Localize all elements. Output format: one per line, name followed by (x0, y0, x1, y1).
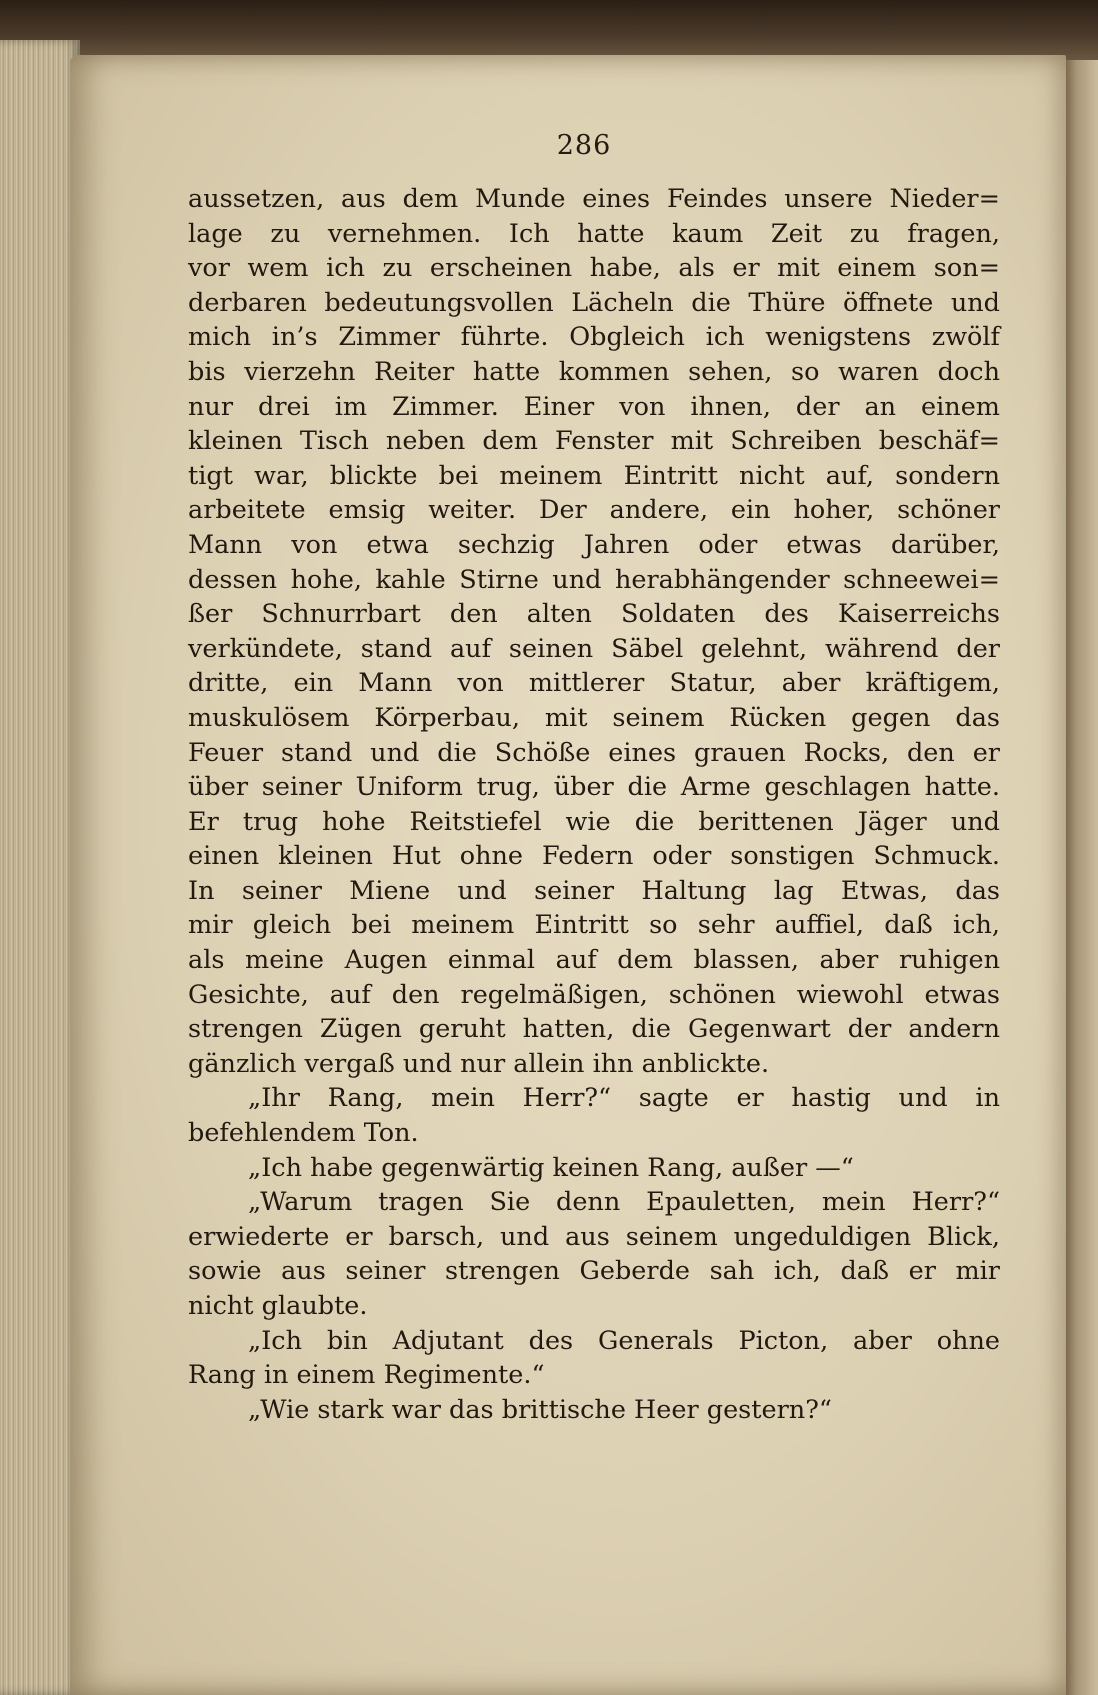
text-line: dessen hohe, kahle Stirne und herabhängender schneewei= (188, 564, 1000, 595)
right-page-edge (1062, 60, 1098, 1695)
text-line: Feuer stand und die Schöße eines grauen Rocks, den er (188, 737, 1000, 768)
text-line: über seiner Uniform trug, über die Arme geschlagen hatte. (188, 772, 1000, 803)
text-line: ßer Schnurrbart den alten Soldaten des Kaiserreichs (188, 599, 1000, 630)
text-line: sowie aus seiner strengen Geberde sah ich, daß er mir (188, 1256, 1000, 1287)
text-line: Gesichte, auf den regelmäßigen, schönen wiewohl etwas (188, 979, 1000, 1010)
book-top-edge (0, 0, 1098, 60)
page-number: 286 (556, 130, 612, 161)
text-line: Rang in einem Regimente.“ (188, 1360, 545, 1391)
text-line: mir gleich bei meinem Eintritt so sehr auffiel, daß ich, (188, 910, 1000, 941)
text-line: „Ich habe gegenwärtig keinen Rang, außer —“ (248, 1152, 854, 1183)
text-line: als meine Augen einmal auf dem blassen, aber ruhigen (188, 945, 1000, 976)
text-line: nicht glaubte. (188, 1291, 368, 1321)
text-line: „Warum tragen Sie denn Epauletten, mein Herr?“ (248, 1187, 1000, 1218)
text-line: gänzlich vergaß und nur allein ihn anblickte. (188, 1048, 770, 1079)
text-line: befehlendem Ton. (188, 1118, 419, 1149)
text-line: einen kleinen Hut ohne Federn oder sonstigen Schmuck. (188, 841, 1000, 872)
text-line: „Ich bin Adjutant des Generals Picton, aber ohne (248, 1325, 1000, 1356)
text-line: bis vierzehn Reiter hatte kommen sehen, so waren doch (188, 356, 1000, 387)
text-line: mich in’s Zimmer führte. Obgleich ich wenigstens zwölf (188, 322, 1000, 353)
text-line: verkündete, stand auf seinen Säbel gelehnt, während der (188, 633, 1000, 664)
body-text (188, 182, 1000, 1427)
text-line: arbeitete emsig weiter. Der andere, ein hoher, schöner (188, 495, 1000, 526)
text-line: aussetzen, aus dem Munde eines Feindes unsere Nieder= (188, 184, 1000, 214)
text-line: tigt war, blickte bei meinem Eintritt nicht auf, sondern (188, 460, 1000, 491)
text-line: nur drei im Zimmer. Einer von ihnen, der an einem (188, 391, 1000, 422)
text-line: kleinen Tisch neben dem Fenster mit Schreiben beschäf= (188, 426, 1000, 457)
text-line: lage zu vernehmen. Ich hatte kaum Zeit zu fragen, (188, 218, 1000, 249)
text-line: „Wie stark war das brittische Heer gestern?“ (248, 1394, 832, 1425)
text-line: erwiederte er barsch, und aus seinem ungeduldigen Blick, (188, 1221, 1000, 1252)
left-page-stack (0, 40, 80, 1695)
text-line: derbaren bedeutungsvollen Lächeln die Thüre öffnete und (188, 287, 1000, 318)
text-line: strengen Zügen geruht hatten, die Gegenwart der andern (188, 1014, 1000, 1045)
text-line: muskulösem Körperbau, mit seinem Rücken gegen das (188, 702, 1000, 733)
text-line: „Ihr Rang, mein Herr?“ sagte er hastig und in (248, 1083, 1000, 1114)
text-line: Er trug hohe Reitstiefel wie die berittenen Jäger und (188, 806, 1000, 837)
text-line: vor wem ich zu erscheinen habe, als er mit einem son= (188, 253, 1000, 284)
text-line: dritte, ein Mann von mittlerer Statur, aber kräftigem, (188, 668, 1000, 699)
text-line: Mann von etwa sechzig Jahren oder etwas darüber, (188, 529, 1000, 560)
text-line: In seiner Miene und seiner Haltung lag Etwas, das (188, 875, 1000, 906)
